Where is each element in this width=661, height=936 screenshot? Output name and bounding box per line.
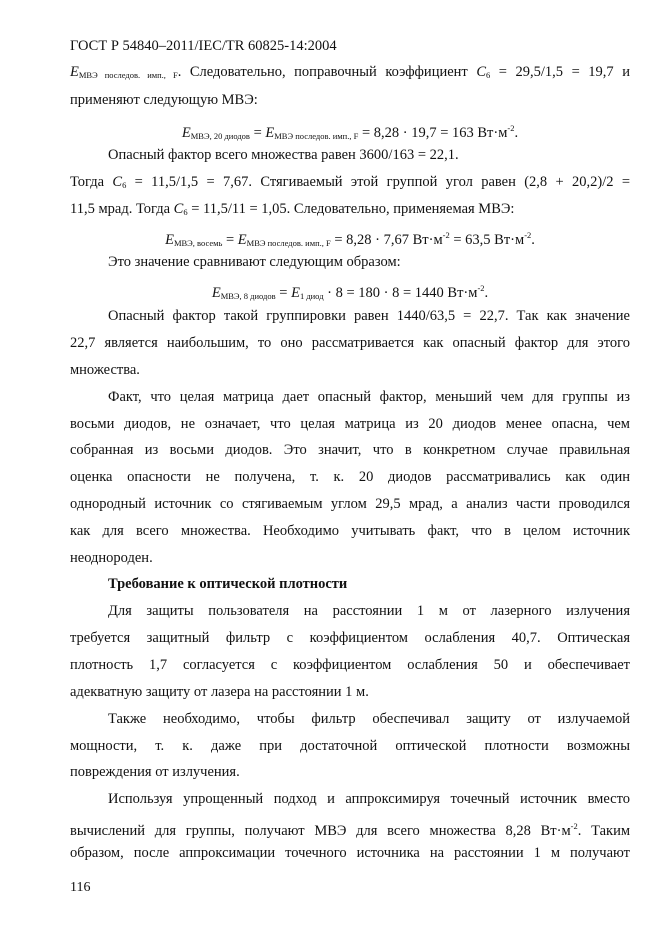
formula-subscript: МВЭ последов. имп., F: [274, 131, 359, 141]
line-text: Тогда: [70, 174, 113, 190]
page-number: 116: [70, 880, 91, 895]
text-line: Опасный фактор всего множества равен 3600/163 = 22,1.: [108, 147, 459, 163]
formula-exponent: -2: [442, 230, 450, 240]
text-line: Факт, что целая матрица дает опасный фактор, меньший чем для группы из: [108, 389, 630, 405]
formula-subscript: 1 диод: [299, 291, 324, 301]
formula-text: · 8 = 180 · 8 = 1440 Вт·м: [323, 285, 478, 301]
text-line: [70, 200, 630, 221]
formula-subscript: МВЭ, восемь: [173, 238, 223, 248]
text-line: неоднороден.: [70, 550, 153, 566]
line-text: = 29,5/1,5 = 19,7 и: [490, 64, 630, 80]
formula-text: .: [484, 285, 489, 301]
text-line: Для защиты пользователя на расстоянии 1 м от лазерного излучения: [108, 603, 630, 619]
formula-operator: =: [249, 125, 266, 141]
formula-symbol: E: [291, 285, 300, 301]
text-line: применяют следующую МВЭ:: [70, 92, 258, 108]
formula-line: [70, 279, 630, 305]
formula-subscript: МВЭ, 20 диодов: [190, 131, 250, 141]
text-line: Опасный фактор такой группировки равен 1440/63,5 = 22,7. Так как значение: [108, 308, 630, 324]
formula-line: [70, 226, 630, 252]
formula-text: .: [514, 125, 519, 141]
formula-symbol: C: [112, 174, 123, 190]
formula-symbol: E: [237, 232, 247, 248]
formula-exponent: -2: [477, 283, 485, 293]
text-line: [70, 817, 630, 840]
line-text: 11,5 мрад. Тогда: [70, 201, 174, 217]
line-text: . Таким: [577, 823, 630, 839]
text-line: собранная из восьми диодов. Это значит, что в конкретном случае правильная: [70, 442, 630, 458]
formula-symbol: C: [173, 201, 184, 217]
line-text: . Следовательно, поправочный коэффициент: [177, 64, 468, 80]
text-line: адекватную защиту от лазера на расстоянии 1 м.: [70, 684, 369, 700]
formula-text: = 8,28 · 19,7 = 163 Вт·м: [358, 125, 508, 141]
text-line: множества.: [70, 362, 140, 378]
formula-exponent: -2: [524, 230, 532, 240]
formula-subscript: 6: [122, 180, 127, 190]
formula-text: .: [531, 232, 535, 248]
formula-text: = 8,28 · 7,67 Вт·м: [330, 232, 443, 248]
formula-symbol: E: [211, 285, 221, 301]
text-line: восьми диодов, не означает, что целая матрица из 20 диодов менее опасна, чем: [70, 416, 630, 432]
line-text: = 11,5/11 = 1,05. Следовательно, применяемая МВЭ:: [187, 201, 515, 217]
text-line: оценка опасности не получена, т. к. 20 диодов рассматривались как один: [70, 469, 630, 485]
text-line: Используя упрощенный подход и аппроксимируя точечный источник вместо: [108, 791, 630, 807]
formula-operator: =: [222, 232, 238, 248]
formula-subscript: 6: [183, 207, 188, 217]
formula-exponent: -2: [570, 821, 578, 831]
text-line: мощности, т. к. даже при достаточной оптической плотности возможны: [70, 738, 630, 754]
line-text: = 11,5/1,5 = 7,67. Стягиваемый этой группой угол равен (2,8 + 20,2)/2 =: [126, 174, 631, 190]
text-line: требуется защитный фильтр с коэффициентом ослабления 40,7. Оптическая: [70, 630, 630, 646]
text-line: 22,7 является наибольшим, то оно рассматривается как опасный фактор для этого: [70, 335, 630, 351]
text-line: [70, 63, 630, 84]
formula-symbol: E: [265, 125, 275, 141]
text-line: образом, после аппроксимации точечного источника на расстоянии 1 м получают: [70, 845, 630, 861]
text-line: плотность 1,7 согласуется с коэффициентом ослабления 50 и обеспечивает: [70, 657, 630, 673]
formula-symbol: C: [476, 64, 486, 80]
standard-header: ГОСТ Р 54840–2011/IEC/TR 60825-14:2004: [70, 38, 337, 54]
formula-symbol: E: [70, 64, 79, 80]
line-text: вычислений для группы, получают МВЭ для всего множества 8,28 Вт·м: [70, 823, 571, 839]
formula-exponent: -2: [507, 123, 515, 133]
formula-subscript: МВЭ последов. имп., F: [78, 70, 178, 80]
text-line: Это значение сравнивают следующим образом:: [108, 254, 401, 270]
text-line: как для всего множества. Необходимо учитывать факт, что в целом источник: [70, 523, 630, 539]
formula-line: [70, 119, 630, 145]
formula-symbol: E: [165, 232, 174, 248]
section-heading: Требование к оптической плотности: [108, 576, 348, 592]
formula-subscript: МВЭ, 8 диодов: [220, 291, 276, 301]
text-line: Также необходимо, чтобы фильтр обеспечивал защиту от излучаемой: [108, 711, 630, 727]
formula-text: = 63,5 Вт·м: [449, 232, 525, 248]
text-line: [70, 173, 630, 194]
text-line: однородный источник со стягиваемым углом 29,5 мрад, а анализ части проводился: [70, 496, 630, 512]
formula-subscript: 6: [485, 70, 491, 80]
formula-subscript: МВЭ последов. имп., F: [246, 238, 331, 248]
formula-symbol: E: [181, 125, 191, 141]
formula-operator: =: [275, 285, 292, 301]
text-line: повреждения от излучения.: [70, 764, 240, 780]
